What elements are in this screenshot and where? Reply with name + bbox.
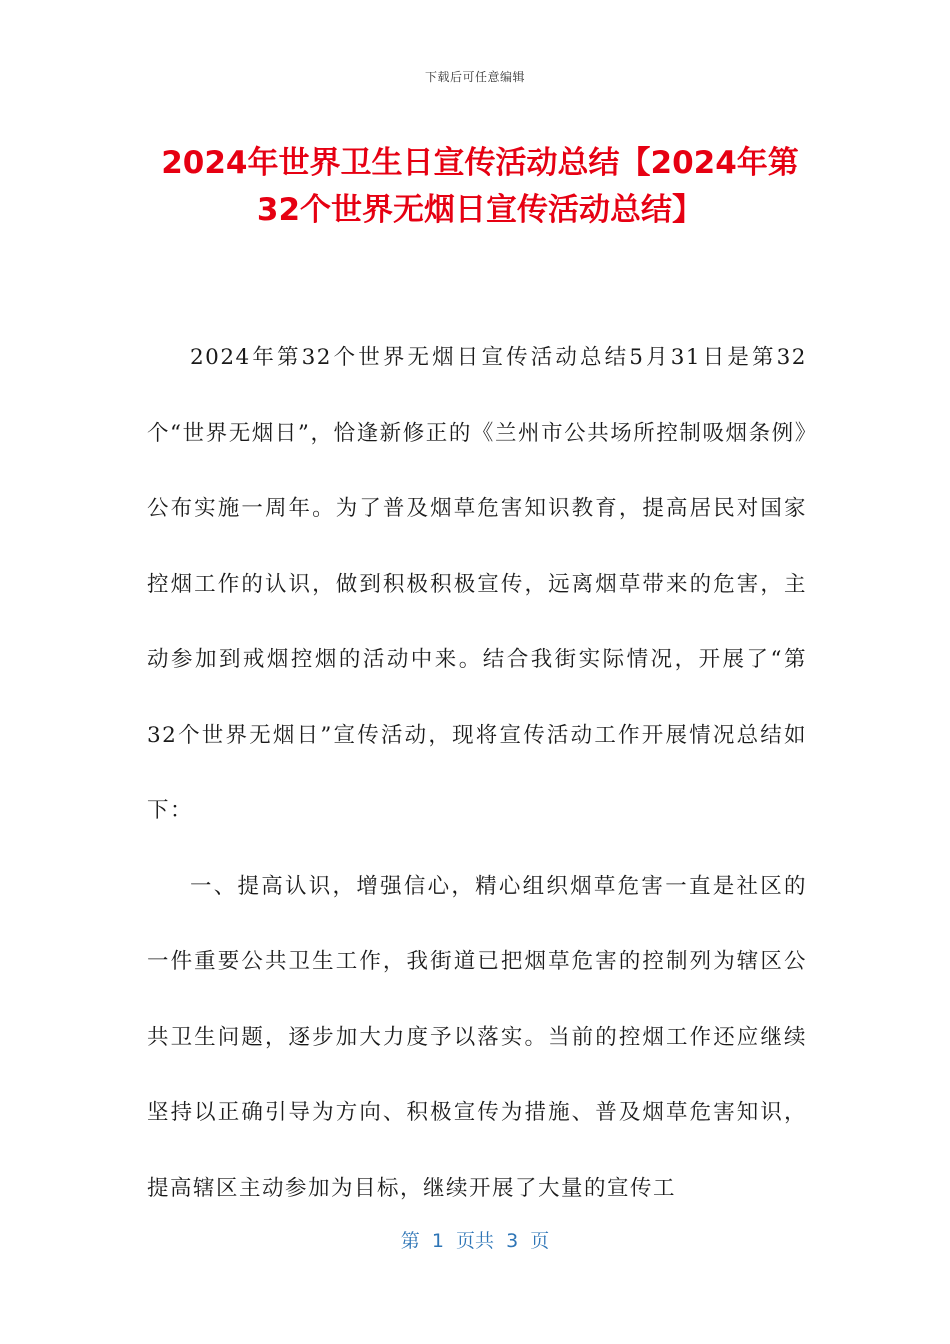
paragraph-section-1: 一、提高认识，增强信心，精心组织烟草危害一直是社区的一件重要公共卫生工作，我街道已把烟草危害的控制列为辖区公共卫生问题，逐步加大力度予以落实。当前的控烟工作还应继续坚持以正确引导为方向、积极宣传为措施、普及烟草危害知识，提高辖区主动参加为目标，继续开展了大量的宣传工 (147, 873, 807, 1201)
document-body (147, 320, 807, 1226)
header-note: 下载后可任意编辑 (424, 70, 525, 84)
paragraph-intro: 2024年第32个世界无烟日宣传活动总结5月31日是第32个“世界无烟日”，恰逢新修正的《兰州市公共场所控制吸烟条例》公布实施一周年。为了普及烟草危害知识教育，提高居民对国家控烟工作的认识，做到积极积极宣传，远离烟草带来的危害，主动参加到戒烟控烟的活动中来。结合我街实际情况，开展了“第32个世界无烟日”宣传活动，现将宣传活动工作开展情况总结如下： (147, 345, 807, 823)
document-title: 2024年世界卫生日宣传活动总结【2024年第32个世界无烟日宣传活动总结】 (161, 145, 799, 228)
page-number-footer: 第 1 页共 3 页 (400, 1230, 550, 1252)
